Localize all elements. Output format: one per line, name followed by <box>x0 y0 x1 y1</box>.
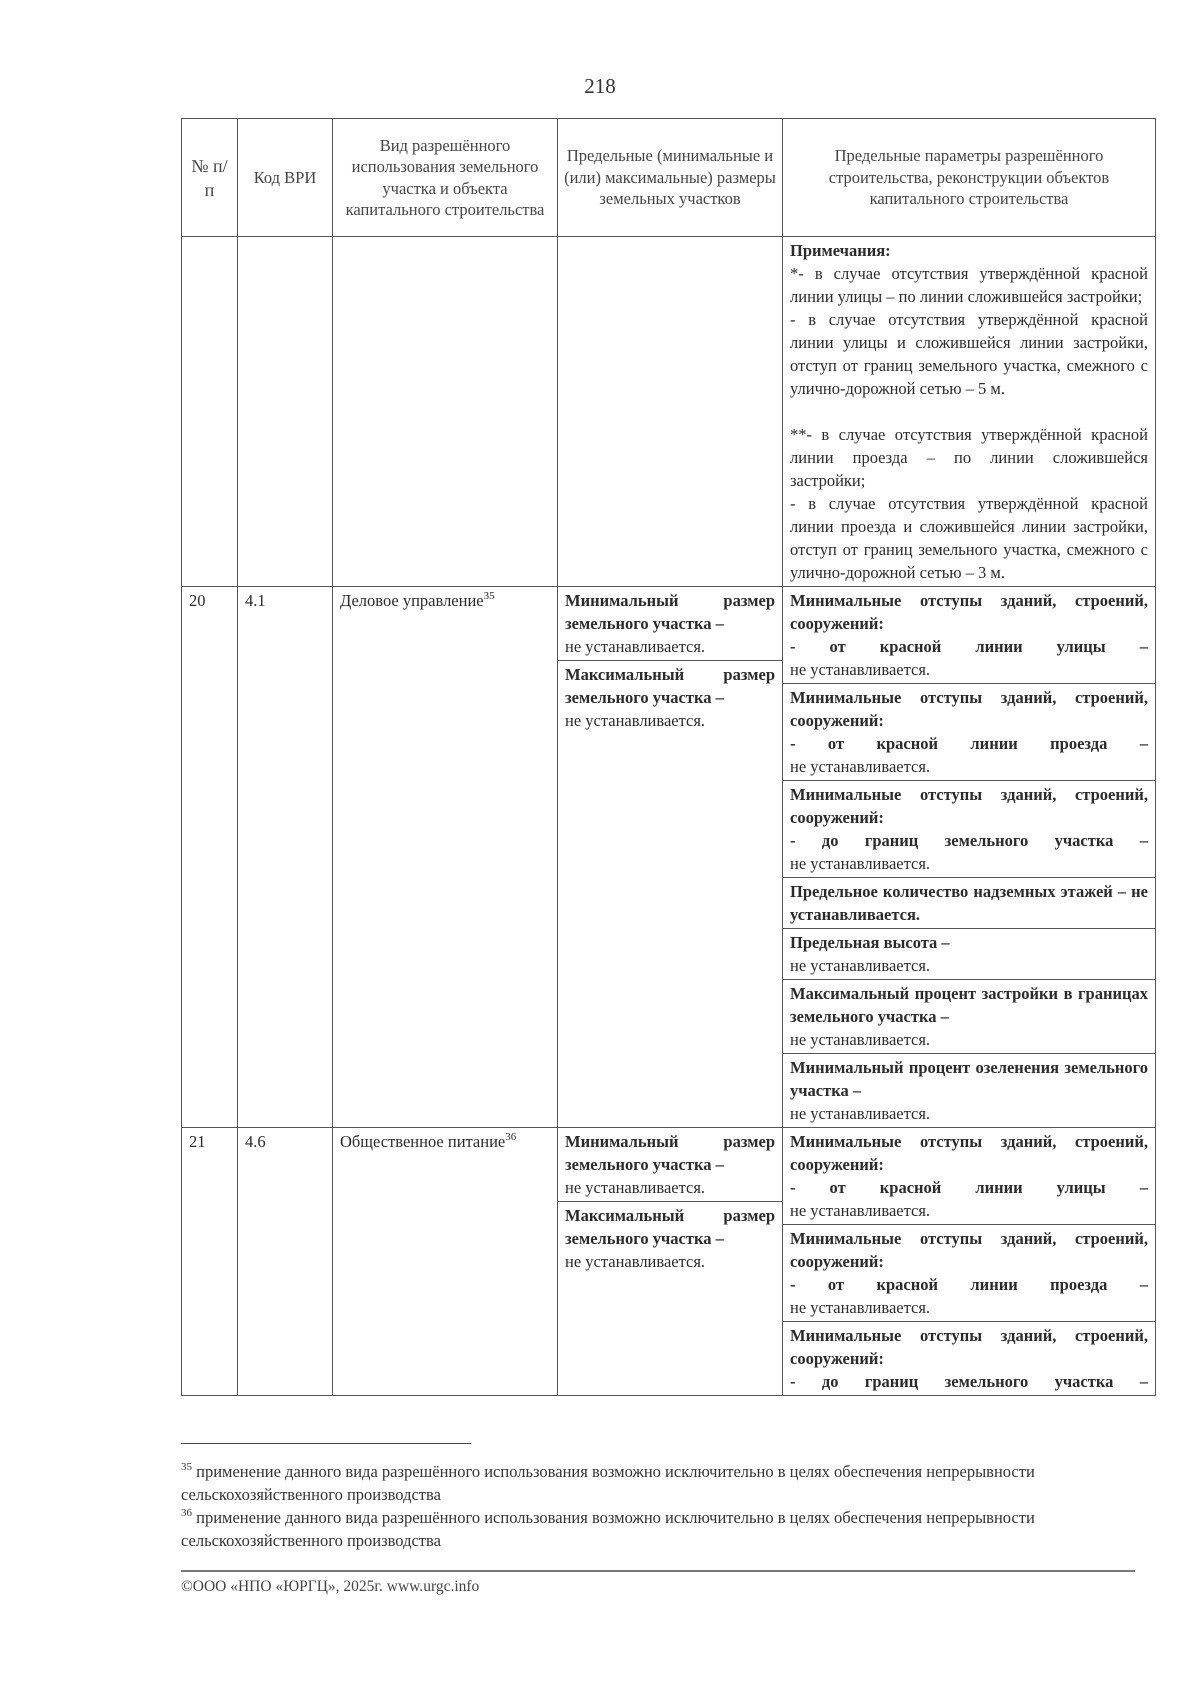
header-code: Код ВРИ <box>238 119 333 237</box>
table-row <box>182 1128 1156 1396</box>
max-size: Максимальный размер земельного участка – не устанавливается. <box>565 665 775 730</box>
row-sizes <box>558 587 783 1128</box>
footnote-ref: 36 <box>505 1131 517 1143</box>
header-sizes: Предельные (минимальные и (или) максимальные) размеры земельных участков <box>558 119 783 237</box>
param-item: Минимальные отступы зданий, строений, сооружений: - от красной линии улицы – не устанавливается. <box>783 1128 1155 1225</box>
table-row <box>182 587 1156 1128</box>
row-sizes <box>558 1128 783 1396</box>
footnote-divider <box>181 1443 471 1444</box>
param-item: Минимальные отступы зданий, строений, сооружений: - до границ земельного участка – не устанавливается. <box>783 781 1155 878</box>
footnotes <box>181 1460 1121 1552</box>
footnote: $^{36}$ применение данного вида разрешённого использования возможно исключительно в целях обеспечения непрерывности сельскохозяйственного производства <box>181 1507 1035 1550</box>
min-size: Минимальный размер земельного участка – не устанавливается. <box>558 1128 782 1202</box>
min-size: Минимальный размер земельного участка – не устанавливается. <box>558 587 782 661</box>
row-params <box>783 1128 1156 1396</box>
notes-cell <box>783 237 1156 587</box>
footnote-ref: 35 <box>483 590 495 602</box>
footer-copyright: ©ООО «НПО «ЮРГЦ», 2025г. www.urgc.info <box>181 1578 480 1595</box>
param-item: Минимальный процент озеленения земельного участка – не устанавливается. <box>790 1058 1148 1123</box>
table-header-row <box>182 119 1156 237</box>
note-line: - в случае отсутствия утверждённой красной линии проезда и сложившейся линии застройки, отступ от границ земельного участка, смежного с улично-дорожной сетью – 3 м. <box>790 494 1148 582</box>
header-params: Предельные параметры разрешённого строительства, реконструкции объектов капитального строительства <box>783 119 1156 237</box>
param-item: Минимальные отступы зданий, строений, сооружений: - от красной линии проезда – не устанавливается. <box>783 1225 1155 1322</box>
header-vri: Вид разрешённого использования земельного участка и объекта капитального строительства <box>333 119 558 237</box>
param-item: Максимальный процент застройки в границах земельного участка – не устанавливается. <box>783 980 1155 1054</box>
param-item: Минимальные отступы зданий, строений, сооружений: - от красной линии улицы – не устанавливается. <box>783 587 1155 684</box>
param-item: Предельная высота – не устанавливается. <box>783 929 1155 980</box>
row-code: 4.1 <box>238 587 333 1128</box>
row-code: 4.6 <box>238 1128 333 1396</box>
notes-title: Примечания: <box>790 241 891 260</box>
row-num: 21 <box>182 1128 238 1396</box>
param-item: Минимальные отступы зданий, строений, сооружений: - от красной линии проезда – не устанавливается. <box>783 684 1155 781</box>
row-vri: Общественное питание$^{36}$ <box>333 1128 558 1396</box>
page-number: 218 <box>584 74 616 98</box>
row-vri: Деловое управление$^{35}$ <box>333 587 558 1128</box>
note-line: - в случае отсутствия утверждённой красной линии улицы и сложившейся линии застройки, отступ от границ земельного участка, смежного с улично-дорожной сетью – 5 м. <box>790 310 1148 398</box>
row-params <box>783 587 1156 1128</box>
footnote: $^{35}$ применение данного вида разрешённого использования возможно исключительно в целях обеспечения непрерывности сельскохозяйственного производства <box>181 1461 1035 1504</box>
footer-divider <box>181 1570 1135 1572</box>
param-item: Минимальные отступы зданий, строений, сооружений: - до границ земельного участка – <box>790 1326 1148 1391</box>
max-size: Максимальный размер земельного участка – не устанавливается. <box>565 1206 775 1271</box>
row-num: 20 <box>182 587 238 1128</box>
note-line: *- в случае отсутствия утверждённой красной линии улицы – по линии сложившейся застройки; <box>790 264 1148 306</box>
regulations-table <box>181 118 1156 1396</box>
header-num: № п/п <box>182 119 238 237</box>
note-line: **- в случае отсутствия утверждённой красной линии проезда – по линии сложившейся застройки; <box>790 425 1148 490</box>
param-item: Предельное количество надземных этажей – не устанавливается. <box>783 878 1155 929</box>
notes-row <box>182 237 1156 587</box>
